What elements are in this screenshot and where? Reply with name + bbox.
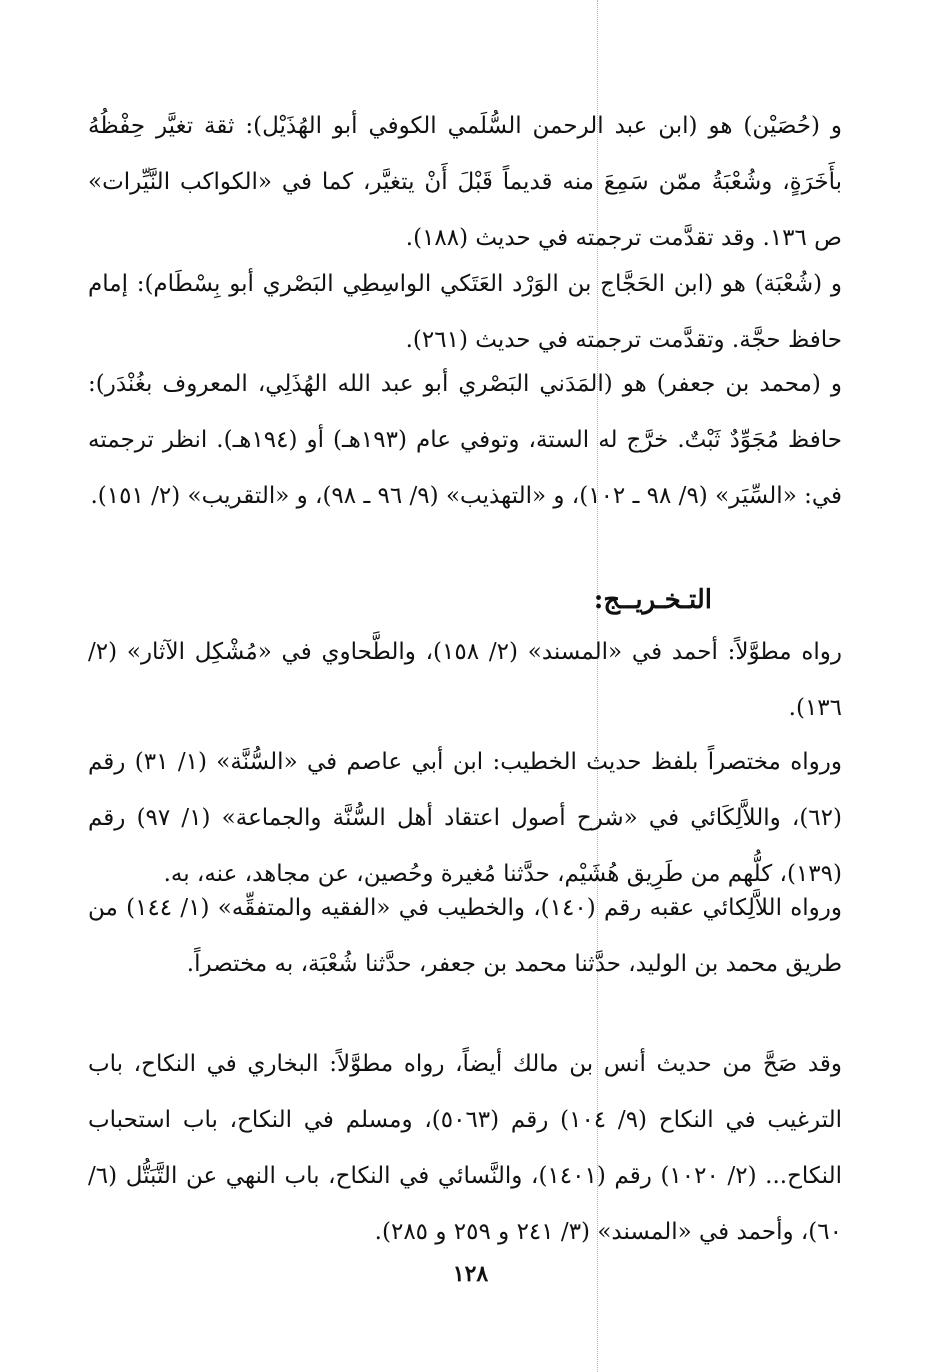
paragraph-takhrij-anas: وقد صَحَّ من حديث أنس بن مالك أيضاً، رواه مطوَّلاً: البخاري في النكاح، باب الترغيب في النكاح (٩/ ١٠٤) رقم (٥٠٦٣)، ومسلم في النكاح، باب استحباب النكاح... (٢/ ١٠٢٠) رقم (١٤٠١)، والنَّسائي في النكاح، باب النهي عن التَّبَتُّل (٦/ ٦٠)، وأحمد في «المسند» (٣/ ٢٤١ و ٢٥٩ و ٢٨٥). <box>88 1051 842 1245</box>
paragraph-takhrij-ahmad: رواه مطوَّلاً: أحمد في «المسند» (٢/ ١٥٨)، والطَّحاوي في «مُشْكِل الآثار» (٢/ ١٣٦). <box>88 639 842 721</box>
paragraph-takhrij-mukhtasar: ورواه مختصراً بلفظ حديث الخطيب: ابن أبي عاصم في «السُّنَّة» (١/ ٣١) رقم (٦٢)، واللاَّلِكَائي في «شرح أصول اعتقاد أهل السُّنَّة والجماعة» (١/ ٩٧) رقم (١٣٩)، كلُّهم من طَرِيق هُشَيْم، حدَّثنا مُغيرة وحُصين، عن مجاهد، عنه، به. <box>88 749 843 887</box>
paragraph-muhammad-biography: و (محمد بن جعفر) هو (المَدَني البَصْري أبو عبد الله الهُذَلِي، المعروف بغُنْدَر): حافظ مُجَوِّدٌ ثَبْتٌ. خرَّج له الستة، وتوفي عام (١٩٣هـ) أو (١٩٤هـ). انظر ترجمته في: «السِّيَر» (٩/ ٩٨ ـ ١٠٢)، و «التهذيب» (٩/ ٩٦ ـ ٩٨)، و «التقريب» (٢/ ١٥١). <box>88 371 842 509</box>
paragraph-husain-biography: و (حُصَيْن) هو (ابن عبد الرحمن السُّلَمي الكوفي أبو الهُذَيْل): ثقة تغيَّر حِفْظُهُ بأَخَرَةٍ، وشُعْبَةُ ممّن سَمِعَ منه قديماً قَبْلَ أَنْ يتغيَّر، كما في «الكواكب النَّيِّرات» ص ١٣٦. وقد تقدَّمت ترجمته في حديث (١٨٨). <box>88 113 842 251</box>
takhrij-heading: التـخـريــج: <box>593 585 712 615</box>
paragraph-shuba-biography: و (شُعْبَة) هو (ابن الحَجَّاج بن الوَرْد العَتَكي الواسِطِي البَصْري أبو بِسْطَام): إمام حافظ حجَّة. وتقدَّمت ترجمته في حديث (٢٦١). <box>88 271 842 353</box>
paragraph-takhrij-lalakai: ورواه اللاَّلِكائي عقبه رقم (١٤٠)، والخطيب في «الفقيه والمتفقِّه» (١/ ١٤٤) من طريق محمد بن الوليد، حدَّثنا محمد بن جعفر، حدَّثنا شُعْبَة، به مختصراً. <box>88 895 842 977</box>
page-number: ١٢٨ <box>452 1261 489 1287</box>
